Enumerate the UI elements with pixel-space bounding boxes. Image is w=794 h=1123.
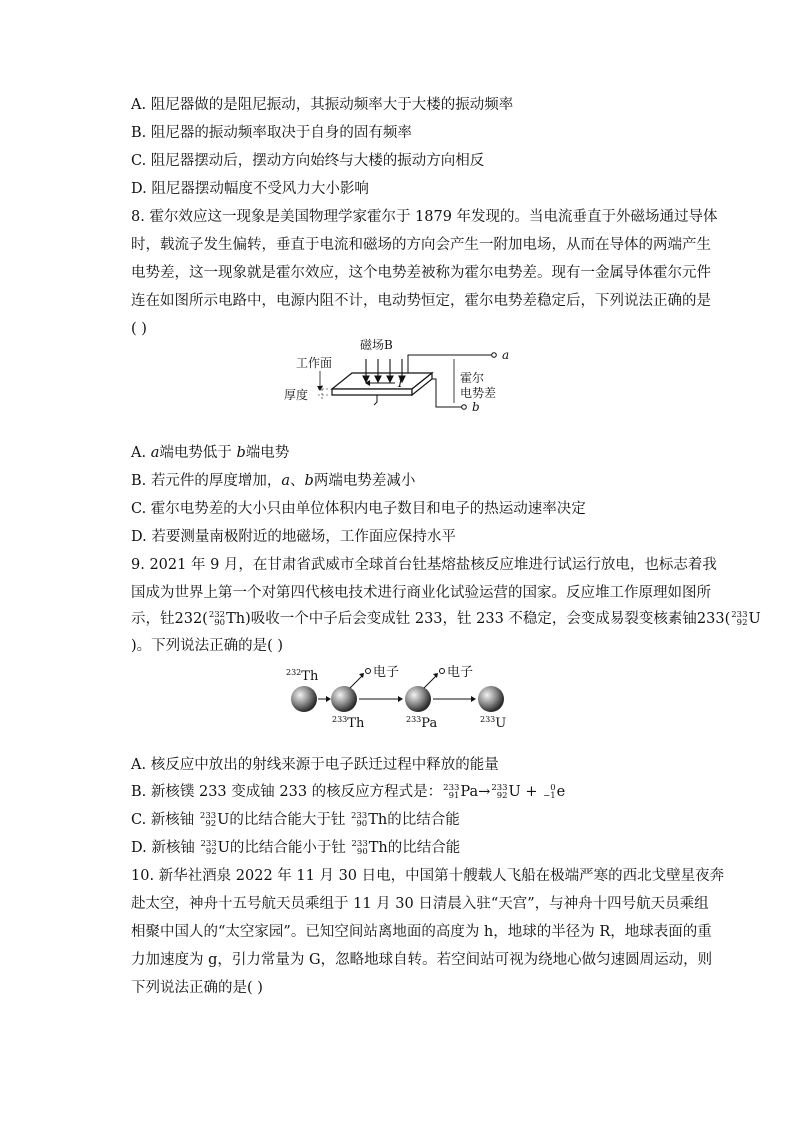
q8-option-a-mid: 端电势低于 — [159, 445, 237, 461]
u233-nucleus — [478, 686, 504, 712]
q9-option-d-suffix: Th的比结合能 — [368, 840, 461, 856]
terminal-a — [492, 353, 497, 358]
hall-label-1: 霍尔 — [460, 371, 485, 385]
pa233-label: $^{233}$Pa — [406, 715, 438, 731]
electron-nuclide: 0 −1 — [543, 783, 556, 801]
q8-stem-line-5: ( ) — [131, 321, 147, 337]
q9-option-c — [131, 810, 460, 830]
q9-option-b-e: e — [556, 784, 566, 800]
electron-label-1: 电子 — [373, 665, 400, 680]
q8-option-b — [131, 471, 415, 491]
q9-option-c-suffix: Th的比结合能 — [368, 812, 460, 828]
q8-option-a — [131, 443, 289, 463]
q8-option-b-prefix: B. 若元件的厚度增加， — [131, 473, 282, 489]
pa233-nuclide: 233 91 — [443, 783, 460, 801]
q10-stem-line-2: 赴太空，神舟十五号航天员乘组于 11 月 30 日清晨入驻“天宫”，与神舟十四号航天员乘组 — [131, 896, 709, 912]
q9-stem-3b: Th)吸收一个中子后会变成钍 233，钍 233 不稳定，会变成易裂变核素铀233( — [226, 611, 731, 627]
q9-option-b — [131, 782, 565, 802]
th233-nucleus — [331, 686, 357, 712]
q7-option-b: B. 阻尼器的振动频率取决于自身的固有频率 — [131, 125, 412, 141]
terminal-b — [462, 405, 467, 410]
q8-option-a-suffix: 端电势 — [245, 445, 290, 461]
magnetic-field-label: 磁场B — [360, 338, 393, 352]
q9-stem-line-2: 国成为世界上第一个对第四代核电技术进行商业化试验运营的国家。反应堆工作原理如图所 — [131, 585, 711, 601]
q9-option-b-prefix: B. 新核镤 233 变成铀 233 的核反应方程式是： — [131, 784, 443, 800]
electron-1 — [366, 669, 371, 674]
q9-stem-line-4: )。下列说法正确的是( ) — [131, 638, 284, 654]
th233-nuclide-c: 233 90 — [350, 811, 368, 829]
th232-label: $^{232}$Th — [286, 668, 319, 684]
u233-nuclide: 233 92 — [731, 610, 748, 628]
q7-option-a: A. 阻尼器做的是阻尼振动，其振动频率大于大楼的振动频率 — [131, 97, 514, 113]
electron-2 — [440, 669, 445, 674]
work-face-label: 工作面 — [296, 356, 333, 370]
q8-option-c: C. 霍尔电势差的大小只由单位体积内电子数目和电子的热运动速率决定 — [131, 501, 586, 517]
electron-label-2: 电子 — [447, 665, 474, 680]
q9-stem-3a: 示，钍232( — [131, 611, 208, 627]
u233-label: $^{233}$U — [480, 715, 507, 731]
q9-option-d-mid: U的比结合能小于钍 — [217, 840, 351, 856]
decay-chain-figure — [282, 660, 512, 732]
hall-effect-figure — [282, 335, 522, 417]
q10-stem-line-4: 力加速度为 g，引力常量为 G，忽略地球自转。若空间站可视为绕地心做匀速圆周运动，则 — [131, 952, 713, 968]
th232-nucleus — [291, 686, 317, 712]
th232-nuclide: 232 90 — [208, 610, 226, 628]
q9-option-a: A. 核反应中放出的射线来源于电子跃迁过程中释放的能量 — [131, 757, 499, 773]
q8-option-d: D. 若要测量南极附近的地磁场，工作面应保持水平 — [131, 529, 456, 545]
q9-option-c-mid: U的比结合能大于钍 — [217, 812, 350, 828]
q9-option-c-prefix: C. 新核铀 — [131, 812, 199, 828]
q9-stem-line-3 — [131, 609, 761, 629]
q8-option-b-var-a: a — [281, 473, 291, 489]
terminal-a-label: a — [502, 348, 510, 362]
terminal-b-label: b — [472, 400, 480, 414]
thickness-label: 厚度 — [284, 388, 309, 402]
th233-nuclide-d: 233 90 — [351, 839, 368, 857]
q9-option-b-eq: Pa→ — [460, 784, 491, 800]
q9-stem-line-1: 9. 2021 年 9 月，在甘肃省武威市全球首台钍基熔盐核反应堆进行试运行放电，也标志着我 — [131, 557, 717, 573]
q9-option-b-eq2: U + — [508, 784, 543, 800]
hall-label-2: 电势差 — [460, 386, 497, 400]
q7-option-c: C. 阻尼器摆动后，摆动方向始终与大楼的振动方向相反 — [131, 153, 485, 169]
q8-option-a-var-b: b — [236, 445, 246, 461]
q9-stem-3c: U — [748, 611, 761, 627]
q9-option-d — [131, 838, 460, 858]
q7-option-d: D. 阻尼器摆动幅度不受风力大小影响 — [131, 181, 369, 197]
q10-stem-line-5: 下列说法正确的是( ) — [131, 980, 263, 996]
q8-stem-line-4: 连在如图所示电路中，电源内阻不计，电动势恒定，霍尔电势差稳定后，下列说法正确的是 — [131, 293, 711, 309]
th233-label: $^{233}$Th — [332, 715, 365, 731]
q8-option-b-var-b: b — [304, 473, 314, 489]
u233-nuclide-b: 233 92 — [491, 783, 508, 801]
u233-nuclide-d: 233 92 — [200, 839, 217, 857]
q10-stem-line-3: 相聚中国人的“太空家园”。已知空间站离地面的高度为 h，地球的半径为 R，地球表面的重 — [131, 924, 712, 940]
q8-stem-line-3: 电势差，这一现象就是霍尔效应，这个电势差被称为霍尔电势差。现有一金属导体霍尔元件 — [131, 265, 711, 281]
q8-option-b-mid: 、 — [290, 473, 305, 489]
q8-stem-line-2: 时，载流子发生偏转，垂直于电流和磁场的方向会产生一附加电场，从而在导体的两端产生 — [131, 237, 711, 253]
current-label: I — [398, 377, 403, 390]
q8-option-a-prefix: A. — [131, 445, 151, 461]
q8-option-a-var-a: a — [150, 445, 160, 461]
q8-stem-line-1: 8. 霍尔效应这一现象是美国物理学家霍尔于 1879 年发现的。当电流垂直于外磁场通过导体 — [131, 209, 718, 225]
u233-nuclide-c: 233 92 — [199, 811, 217, 829]
pa233-nucleus — [405, 686, 431, 712]
q9-option-d-prefix: D. 新核铀 — [131, 840, 200, 856]
q8-option-b-suffix: 两端电势差减小 — [313, 473, 416, 489]
q10-stem-line-1: 10. 新华社酒泉 2022 年 11 月 30 日电，中国第十艘载人飞船在极端严寒的西北戈壁星夜奔 — [131, 868, 725, 884]
